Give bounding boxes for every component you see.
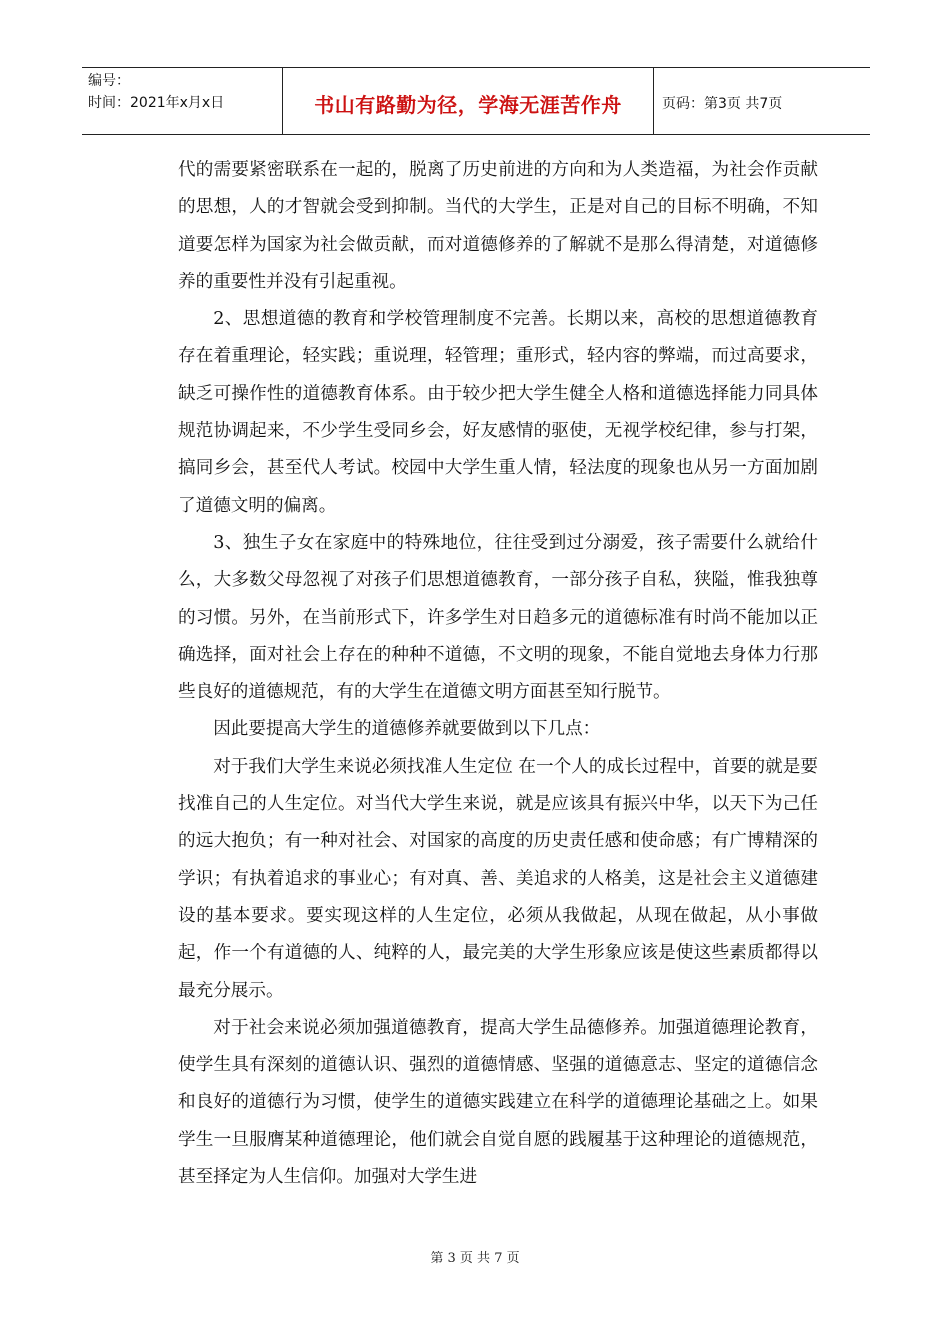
body-paragraph: 对于社会来说必须加强道德教育，提高大学生品德修养。加强道德理论教育，使学生具有深刻的道德认识、强烈的道德情感、坚强的道德意志、坚定的道德信念和良好的道德行为习惯，使学生的道德实践建立在科学的道德理论基础之上。如果学生一旦服膺某种道德理论，他们就会自觉自愿的践履基于这种理论的道德规范，甚至择定为人生信仰。加强对大学生进 (178, 1017, 818, 1188)
footer-page-number: 第 3 页 共 7 页 (430, 1251, 520, 1266)
header-page-number: 页码：第3页 共7页 (662, 96, 783, 112)
header-meta (82, 68, 283, 134)
header-motto-cell (283, 68, 654, 134)
page-header (82, 67, 870, 135)
body-paragraph: 因此要提高大学生的道德修养就要做到以下几点： (213, 719, 601, 740)
body-paragraph: 2、思想道德的教育和学校管理制度不完善。长期以来，高校的思想道德教育存在着重理论，轻实践；重说理，轻管理；重形式，轻内容的弊端，而过高要求，缺乏可操作性的道德教育体系。由于较少把大学生健全人格和道德选择能力同具体规范协调起来，不少学生受同乡会，好友感情的驱使，无视学校纪律，参与打架，搞同乡会，甚至代人考试。校园中大学生重人情，轻法度的现象也从另一方面加剧了道德文明的偏离。 (178, 309, 818, 516)
document-time-label: 时间：2021年x月x日 (88, 95, 225, 111)
body-paragraph: 代的需要紧密联系在一起的，脱离了历史前进的方向和为人类造福，为社会作贡献的思想，人的才智就会受到抑制。当代的大学生，正是对自己的目标不明确，不知道要怎样为国家为社会做贡献，而对道德修养的了解就不是那么得清楚，对道德修养的重要性并没有引起重视。 (178, 160, 818, 292)
page-footer (0, 1247, 950, 1266)
body-paragraph: 对于我们大学生来说必须找准人生定位 在一个人的成长过程中，首要的就是要找准自己的人生定位。对当代大学生来说，就是应该具有振兴中华，以天下为己任的远大抱负；有一种对社会、对国家的高度的历史责任感和使命感；有广博精深的学识；有执着追求的事业心；有对真、善、美追求的人格美，这是社会主义道德建设的基本要求。要实现这样的人生定位，必须从我做起，从现在做起，从小事做起，作一个有道德的人、纯粹的人，最完美的大学生形象应该是使这些素质都得以最充分展示。 (178, 756, 818, 1001)
header-motto: 书山有路勤为径，学海无涯苦作舟 (314, 92, 622, 117)
document-number-label: 编号： (88, 73, 130, 89)
document-body (178, 152, 818, 1196)
body-paragraph: 3、独生子女在家庭中的特殊地位，往往受到过分溺爱，孩子需要什么就给什么，大多数父母忽视了对孩子们思想道德教育，一部分孩子自私，狭隘，惟我独尊的习惯。另外，在当前形式下，许多学生对日趋多元的道德标准有时尚不能加以正确选择，面对社会上存在的种种不道德，不文明的现象，不能自觉地去身体力行那些良好的道德规范，有的大学生在道德文明方面甚至知行脱节。 (178, 532, 818, 703)
header-page-cell (654, 68, 870, 134)
